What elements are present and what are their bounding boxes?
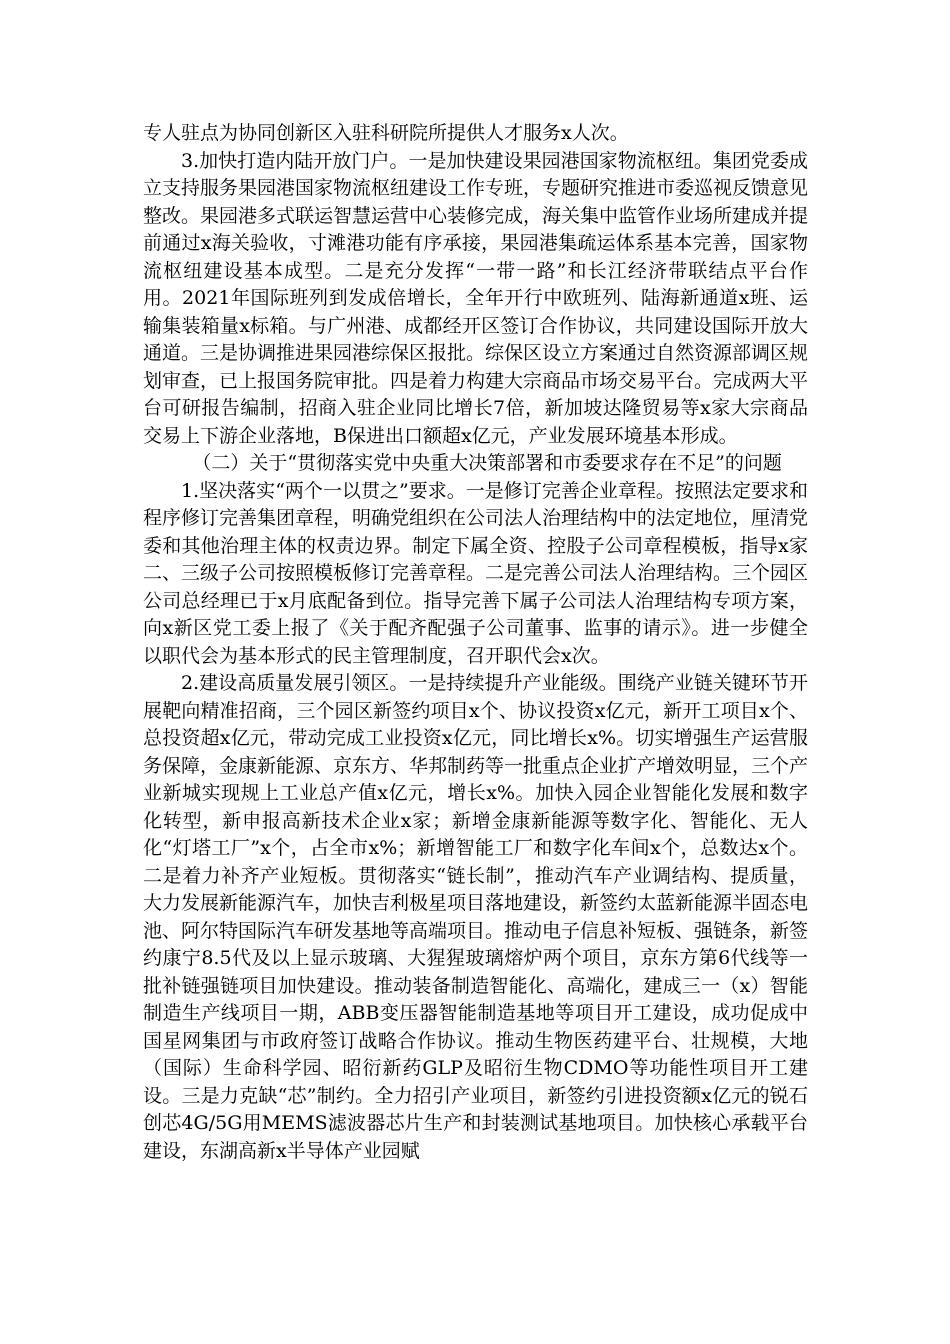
section-heading-2: （二）关于“贯彻落实党中央重大决策部署和市委要求存在不足”的问题 <box>192 452 782 474</box>
paragraph-high-quality-development: 2.建设高质量发展引领区。一是持续提升产业能级。围绕产业链关键环节开展靶向精准招商，三个园区新签约项目x个、协议投资x亿元，新开工项目x个、总投资超x亿元，带动完成工业投资x亿元，同比增长x%。切实增强生产运营服务保障，金康新能源、京东方、华邦制药等一批重点企业扩产增效明显，三个产业新城实现规上工业总产值x亿元，增长x%。加快入园企业智能化发展和数字化转型，新申报高新技术企业x家；新增金康新能源等数字化、智能化、无人化“灯塔工厂”x个，占全市x%；新增智能工厂和数字化车间x个，总数达x个。二是着力补齐产业短板。贯彻落实“链长制”，推动汽车产业调结构、提质量，大力发展新能源汽车，加快吉利极星项目落地建设，新签约太蓝新能源半固态电池、阿尔特国际汽车研发基地等高端项目。推动电子信息补短板、强链条，新签约康宁8.5代及以上显示玻璃、大猩猩玻璃熔炉两个项目，京东方第6代线等一批补链强链项目加快建设。推动装备制造智能化、高端化，建成三一（x）智能制造生产线项目一期，ABB变压器智能制造基地等项目开工建设，成功促成中国星网集团与市政府签订战略合作协议。推动生物医药建平台、壮规模，大地（国际）生命科学园、昭衍新药GLP及昭衍生物CDMO等功能性项目开工建设。三是力克缺“芯”制约。全力招引产业项目，新签约引进投资额x亿元的锐石创芯4G/5G用MEMS滤波器芯片生产和封装测试基地项目。加快核心承载平台建设，东湖高新x半导体产业园赋 <box>143 672 809 1162</box>
document-body <box>143 120 808 1165</box>
paragraph-two-consistencies: 1.坚决落实“两个一以贯之”要求。一是修订完善企业章程。按照法定要求和程序修订完善集团章程，明确党组织在公司法人治理结构中的法定地位，厘清党委和其他治理主体的权责边界。制定下属全资、控股子公司章程模板，指导x家二、三级子公司按照模板修订完善章程。二是完善公司法人治理结构。三个园区公司总经理已于x月底配备到位。指导完善下属子公司法人治理结构专项方案，向x新区党工委上报了《关于配齐配强子公司董事、监事的请示》。进一步健全以职代会为基本形式的民主管理制度，召开职代会x次。 <box>143 479 809 667</box>
paragraph-inland-open-gateway: 3.加快打造内陆开放门户。一是加快建设果园港国家物流枢纽。集团党委成立支持服务果园港国家物流枢纽建设工作专班，专题研究推进市委巡视反馈意见整改。果园港多式联运智慧运营中心装修完成，海关集中监管作业场所建成并提前通过x海关验收，寸滩港功能有序承接，果园港集疏运体系基本完善，国家物流枢纽建设基本成型。二是充分发挥“一带一路”和长江经济带联结点平台作用。2021年国际班列到发成倍增长，全年开行中欧班列、陆海新通道x班、运输集装箱量x标箱。与广州港、成都经开区签订合作协议，共同建设国际开放大通道。三是协调推进果园港综保区报批。综保区设立方案通过自然资源部调区规划审查，已上报国务院审批。四是着力构建大宗商品市场交易平台。完成两大平台可研报告编制，招商入驻企业同比增长7倍，新加坡达隆贸易等x家大宗商品交易上下游企业落地，B保进出口额超x亿元，产业发展环境基本形成。 <box>143 149 809 447</box>
paragraph-continuation: 专人驻点为协同创新区入驻科研院所提供人才服务x人次。 <box>143 122 629 144</box>
